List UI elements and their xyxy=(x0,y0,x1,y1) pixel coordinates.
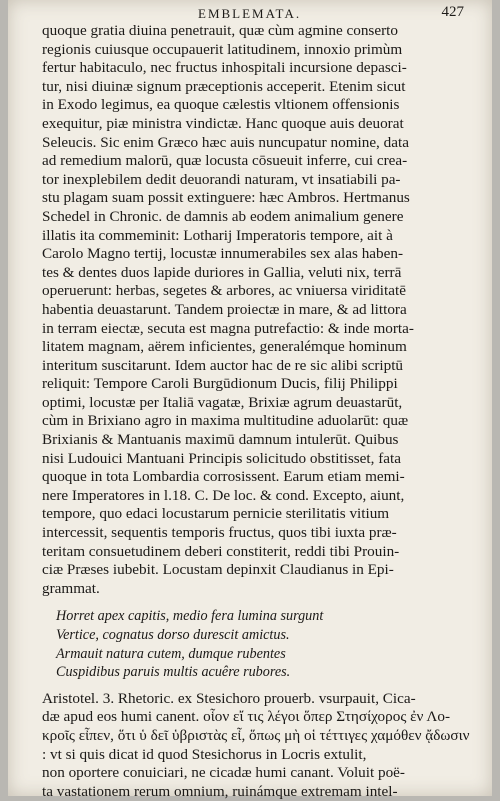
book-page xyxy=(8,0,492,800)
text-line: illatis ita commeminit: Lotharij Imperatoris tempore, ait à xyxy=(42,226,393,244)
verse-line: Vertice, cognatus dorso durescit amictus. xyxy=(56,627,290,643)
text-line: Aristotel. 3. Rhetoric. ex Stesichoro prouerb. vsurpauit, Cica- xyxy=(42,689,416,707)
text-line: reliquit: Tempore Caroli Burgūdionum Ducis, filij Philippi xyxy=(42,375,398,393)
text-line: nisi Ludouici Mantuani Principis solicitudo obstitisset, fata xyxy=(42,449,401,467)
text-line: Seleucis. Sic enim Græco hæc auis nuncupatur nomine, data xyxy=(42,133,409,151)
text-line: teritam consuetudinem deberi constiterit, reddi tibi Prouin- xyxy=(42,542,400,560)
text-line: habentia deuastarunt. Tandem proiectæ in mare, & ad littora xyxy=(42,300,407,318)
text-line: exequitur, piæ ministra vindictæ. Hanc quoque auis deuorat xyxy=(42,114,404,132)
text-line: litatem magnam, aërem inficientes, generalémque hominum xyxy=(42,338,407,356)
text-line: stu plagam suam possit extinguere: hæc Ambros. Hertmanus xyxy=(42,189,410,207)
text-line: Brixianis & Mantuanis maximū damnum intulerūt. Quibus xyxy=(42,431,399,449)
text-line: tor inexplebilem dedit deuorandi naturam, vt insatiabili pa- xyxy=(42,170,401,188)
text-line: Carolo Magno tertij, locustæ innumerabiles sex alas haben- xyxy=(42,245,404,263)
text-line: intercessit, sequentis temporis fructus, quos tibi iuxta præ- xyxy=(42,524,397,542)
text-line: tempore, quo edaci locustarum pernicie sterilitatis vitium xyxy=(42,505,390,523)
text-line: optimi, locustæ per Italiā vagatæ, Brixiæ agrum deuastarūt, xyxy=(42,393,403,411)
verse-line: Horret apex capitis, medio fera lumina surgunt xyxy=(56,608,324,625)
text-line: regionis cuiusque occupauerit latitudinem, innoxio primùm xyxy=(42,40,403,58)
verse-line: Armauit natura cutem, dumque rubentes xyxy=(56,645,286,662)
text-line: in Exodo legimus, ea quoque cælestis vltionem offensionis xyxy=(42,96,400,114)
verse-line: Cuspidibus paruis multis acuêre rubores. xyxy=(56,664,291,681)
text-line: nere Imperatores in l.18. C. De loc. & cond. Excepto, aiunt, xyxy=(42,486,405,504)
text-line: non oportere conuiciari, ne cicadæ humi canant. Voluit poë- xyxy=(42,764,405,782)
text-line: tur, nisi diuinæ signum præceptionis acceperit. Etenim sicut xyxy=(42,77,406,95)
text-line: in terram eiectæ, secuta est magna putrefactio: & inde morta- xyxy=(42,319,414,337)
text-line: quoque in tota Lombardia corrosissent. Earum etiam memi- xyxy=(42,468,405,486)
text-line: interitum suscitarunt. Idem auctor hac de re sic alibi scriptū xyxy=(42,356,404,374)
running-title: EMBLEMATA. xyxy=(198,6,302,21)
text-line: dæ apud eos humi canent. οἷον εἴ τις λέγοι ὅπερ Στησίχορος ἐν Λο- xyxy=(42,708,450,726)
text-line: grammat. xyxy=(42,579,100,597)
text-line: ta vastationem rerum omnium, ruinámque extremam intel- xyxy=(42,782,398,800)
prose-block xyxy=(42,22,472,598)
running-head xyxy=(8,4,492,24)
text-line: : vt si quis dicat id quod Stesichorus in Locris extulit, xyxy=(42,745,367,763)
text-line: operuerunt: herbas, segetes & arbores, ac vniuersa viriditatē xyxy=(42,282,406,300)
verse-quotation xyxy=(56,607,472,681)
text-line: fertur habitaculo, nec fructus inhospitali incursione depasci- xyxy=(42,59,407,77)
text-line: quoque gratia diuina penetrauit, quæ cùm agmine conserto xyxy=(42,22,398,39)
text-line: κροῖς εἶπεν, ὅτι ὑ δεῖ ὑβριστὰς εἶ, ὅπως μὴ οἱ τέττιγες χαμόθεν ᾄδωσιν xyxy=(42,726,470,744)
text-line: cùm in Brixiano agro in maxima multitudine aduolarūt: quæ xyxy=(42,412,409,430)
body-text xyxy=(42,22,472,801)
text-line: tes & dentes duos lapide duriores in Gallia, veluti nix, terrā xyxy=(42,263,402,281)
page-number: 427 xyxy=(441,4,464,20)
text-line: ad remedium malorū, quæ locusta cōsueuit inferre, cui crea- xyxy=(42,152,408,170)
text-line: Schedel in Chronic. de damnis ab eodem animalium genere xyxy=(42,207,404,225)
prose-continuation xyxy=(42,690,472,801)
text-line: ciæ Præses iubebit. Locustam depinxit Claudianus in Epi- xyxy=(42,561,394,579)
